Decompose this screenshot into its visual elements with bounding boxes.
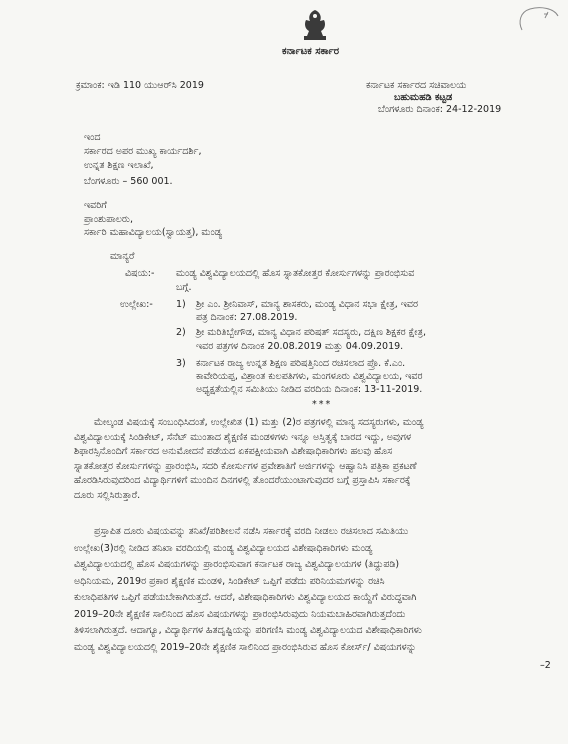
reference-2-line-1: ಶ್ರೀ ಮರಿತಿಬ್ಬೇಗೌಡ, ಮಾನ್ಯ ವಿಧಾನ ಪರಿಷತ್ ಸದಸ್ಯರು, ದಕ್ಷಿಣ ಶಿಕ್ಷಕರ ಕ್ಷೇತ್ರ, (196, 327, 426, 338)
para1-line: ಸ್ನಾತಕೋತ್ತರ ಕೋರ್ಸುಗಳನ್ನು ಪ್ರಾರಂಭಿಸಿ, ಸದರಿ ಕೋರ್ಸುಗಳ ಪ್ರವೇಶಾತಿಗೆ ಅರ್ಜಿಗಳನ್ನು ಆಹ್ವಾನಿಸಿ ಪತ್ರಿಕಾ ಪ್ರಕಟಣೆ (74, 460, 417, 472)
para2-line: 2019–20ನೇ ಶೈಕ್ಷಣಿಕ ಸಾಲಿನಿಂದ ಹೊಸ ವಿಷಯಗಳನ್ನು ಪ್ರಾರಂಭಿಸಿರುವುದು ನಿಯಮಬಾಹಿರವಾಗಿರುತ್ತದೆಂದು (74, 608, 406, 620)
reference-1-line-1: ಶ್ರೀ ಎಂ. ಶ್ರೀನಿವಾಸ್, ಮಾನ್ಯ ಶಾಸಕರು, ಮಂಡ್ಯ ವಿಧಾನ ಸಭಾ ಕ್ಷೇತ್ರ, ಇವರ (196, 299, 419, 310)
para1-line: ವಿಶ್ವವಿದ್ಯಾಲಯಕ್ಕೆ ಸಿಂಡಿಕೇಟ್, ಸೆನೆಟ್ ಮುಂತಾದ ಶೈಕ್ಷಣಿಕ ಮಂಡಳಿಗಳು ಇನ್ನೂ ಅಸ್ತಿತ್ವಕ್ಕೆ ಬಾರದ ಇದ್ದು, ಅವುಗಳ (74, 431, 412, 443)
order-number: ಕ್ರಮಾಂಕ: ಇಡಿ 110 ಯುಆರ್‌ಸಿ 2019 (76, 80, 204, 91)
para1-line: ಹೊರಡಿಸಿರುವುದರಿಂದ ವಿದ್ಯಾರ್ಥಿಗಳಿಗೆ ಮುಂದಿನ ದಿನಗಳಲ್ಲಿ ತೊಂದರೆಯುಂಟಾಗುವುದರ ಬಗ್ಗೆ ಪ್ರಸ್ತಾಪಿಸಿ ಸರ್ಕಾರಕ್ಕೆ (74, 475, 411, 486)
from-line-1: ಸರ್ಕಾರದ ಅಪರ ಮುಖ್ಯ ಕಾರ್ಯದರ್ಶಿ, (84, 146, 202, 157)
continuation-mark: –2 (540, 660, 551, 671)
to-label: ಇವರಿಗೆ (84, 200, 107, 211)
reference-2-line-2: ಇವರ ಪತ್ರಗಳ ದಿನಾಂಕ 20.08.2019 ಮತ್ತು 04.09.2019. (196, 341, 404, 352)
para1-line: ಶಿಫಾರಸ್ಸಿನೊಂದಿಗೆ ಸರ್ಕಾರದ ಅನುಮೋದನೆ ಪಡೆಯದ ಏಕಪಕ್ಷೀಯವಾಗಿ ವಿಶೇಷಾಧಿಕಾರಿಗಳು ಹಲವು ಹೊಸ (74, 446, 393, 457)
receipt-stamp-icon (514, 4, 562, 34)
government-title: ಕರ್ನಾಟಕ ಸರ್ಕಾರ (282, 46, 340, 57)
to-line-2: ಸರ್ಕಾರಿ ಮಹಾವಿದ್ಯಾಲಯ(ಸ್ವಾಯತ್ತ), ಮಂಡ್ಯ (84, 227, 223, 238)
from-line-2: ಉನ್ನತ ಶಿಕ್ಷಣ ಇಲಾಖೆ, (84, 160, 154, 171)
para2-line: ಮಂಡ್ಯ ವಿಶ್ವವಿದ್ಯಾಲಯದಲ್ಲಿ 2019–20ನೇ ಶೈಕ್ಷಣಿಕ ಸಾಲಿನಿಂದ ಪ್ರಾರಂಭಿಸಿರುವ ಹೊಸ ಕೋರ್ಸ್/ ವಿಷಯಗಳನ್ನು (74, 641, 417, 653)
reference-3-line-2: ಕಾವೇರಿಯಪ್ಪ, ವಿಶ್ರಾಂತ ಕುಲಪತಿಗಳು, ಮಂಗಳೂರು ವಿಶ್ವವಿದ್ಯಾಲಯ, ಇವರ (196, 371, 423, 382)
reference-2-number: 2) (176, 327, 186, 338)
subject-label: ವಿಷಯ:- (125, 268, 155, 279)
subject-line-1: ಮಂಡ್ಯ ವಿಶ್ವವಿದ್ಯಾಲಯದಲ್ಲಿ ಹೊಸ ಸ್ನಾತಕೋತ್ತರ ಕೋರ್ಸುಗಳನ್ನು ಪ್ರಾರಂಭಿಸುವ (176, 268, 415, 279)
para1-line: ದೂರು ಸಲ್ಲಿಸಿರುತ್ತಾರೆ. (74, 489, 141, 501)
para2-line: ಉಲ್ಲೇಖ(3)ರಲ್ಲಿ ನೀಡಿದ ತನಿಖಾ ವರದಿಯಲ್ಲಿ ಮಂಡ್ಯ ವಿಶ್ವವಿದ್ಯಾಲಯದ ವಿಶೇಷಾಧಿಕಾರಿಗಳು ಮಂಡ್ಯ (74, 542, 373, 554)
subject-line-2: ಬಗ್ಗೆ. (176, 282, 192, 293)
reference-1-line-2: ಪತ್ರ ದಿನಾಂಕ: 27.08.2019. (196, 312, 298, 323)
reference-3-number: 3) (176, 358, 186, 369)
office-line-2: ಬಹುಮಹಡಿ ಕಟ್ಟಡ (394, 92, 453, 103)
office-line-1: ಕರ್ನಾಟಕ ಸರ್ಕಾರದ ಸಚಿವಾಲಯ (366, 80, 467, 91)
reference-3-line-3: ಅಧ್ಯಕ್ಷತೆಯಲ್ಲಿನ ಸಮಿತಿಯು ನೀಡಿದ ವರದಿಯ ದಿನಾಂಕ: 13-11-2019. (196, 384, 423, 395)
from-label: ಇಂದ (84, 132, 101, 143)
para2-line: ಪ್ರಸ್ತಾಪಿತ ದೂರು ವಿಷಯವನ್ನು ತನಿಖೆ/ಪರಿಶೀಲನೆ ನಡೆಸಿ ಸರ್ಕಾರಕ್ಕೆ ವರದಿ ನೀಡಲು ರಚಿಸಲಾದ ಸಮಿತಿಯು (94, 526, 409, 537)
paragraph-1 (74, 416, 544, 503)
date-line: ಬೆಂಗಳೂರು ದಿನಾಂಕ: 24-12-2019 (378, 104, 502, 115)
salutation: ಮಾನ್ಯರೆ (110, 251, 135, 262)
paragraph-2 (74, 524, 544, 656)
reference-1-number: 1) (176, 299, 186, 310)
to-line-1: ಪ್ರಾಂಶುಪಾಲರು, (84, 214, 133, 225)
section-separator: *** (312, 399, 333, 410)
para2-line: ತಿಳಿಸಲಾಗಿರುತ್ತದೆ. ಆದಾಗ್ಯೂ, ವಿದ್ಯಾರ್ಥಿಗಳ ಹಿತದೃಷ್ಟಿಯನ್ನು ಪರಿಗಣಿಸಿ ಮಂಡ್ಯ ವಿಶ್ವವಿದ್ಯಾಲಯದ ವಿಶೇಷಾಧಿಕಾರಿಗಳು (74, 625, 422, 636)
reference-3-line-1: ಕರ್ನಾಟಕ ರಾಜ್ಯ ಉನ್ನತ ಶಿಕ್ಷಣ ಪರಿಷತ್ತಿನಿಂದ ರಚಿಸಲಾದ ಪ್ರೊ. ಕೆ.ಎಂ. (196, 358, 406, 369)
para2-line: ವಿಶ್ವವಿದ್ಯಾಲಯದಲ್ಲಿ ಹೊಸ ವಿಷಯಗಳನ್ನು ಪ್ರಾರಂಭಿಸುವಾಗ ಕರ್ನಾಟಕ ರಾಜ್ಯ ವಿಶ್ವವಿದ್ಯಾಲಯಗಳ (ತಿದ್ದುಪಡಿ) (74, 559, 400, 570)
state-emblem-icon (296, 8, 334, 42)
references-label: ಉಲ್ಲೇಖ:- (120, 299, 153, 310)
from-line-3: ಬೆಂಗಳೂರು – 560 001. (84, 176, 173, 187)
para2-line: ಕುಲಾಧಿಪತಿಗಳ ಒಪ್ಪಿಗೆ ಪಡೆಯಬೇಕಾಗಿರುತ್ತದೆ. ಆದರೆ, ವಿಶೇಷಾಧಿಕಾರಿಗಳು ವಿಶ್ವವಿದ್ಯಾಲಯದ ಕಾಯ್ದೆಗೆ ವಿರುದ್ಧವಾಗಿ (74, 592, 417, 603)
para2-line: ಅಧಿನಿಯಮ, 2019ರ ಪ್ರಕಾರ ಶೈಕ್ಷಣಿಕ ಮಂಡಳಿ, ಸಿಂಡಿಕೇಟ್ ಒಪ್ಪಿಗೆ ಪಡೆದು ಪರಿನಿಯಮಗಳನ್ನು ರಚಿಸಿ (74, 575, 385, 587)
para1-line: ಮೇಲ್ಕಂಡ ವಿಷಯಕ್ಕೆ ಸಂಬಂಧಿಸಿದಂತೆ, ಉಲ್ಲೇಖಿತ (1) ಮತ್ತು (2)ರ ಪತ್ರಗಳಲ್ಲಿ ಮಾನ್ಯ ಸದಸ್ಯರುಗಳು, ಮಂಡ್ಯ (94, 417, 424, 428)
